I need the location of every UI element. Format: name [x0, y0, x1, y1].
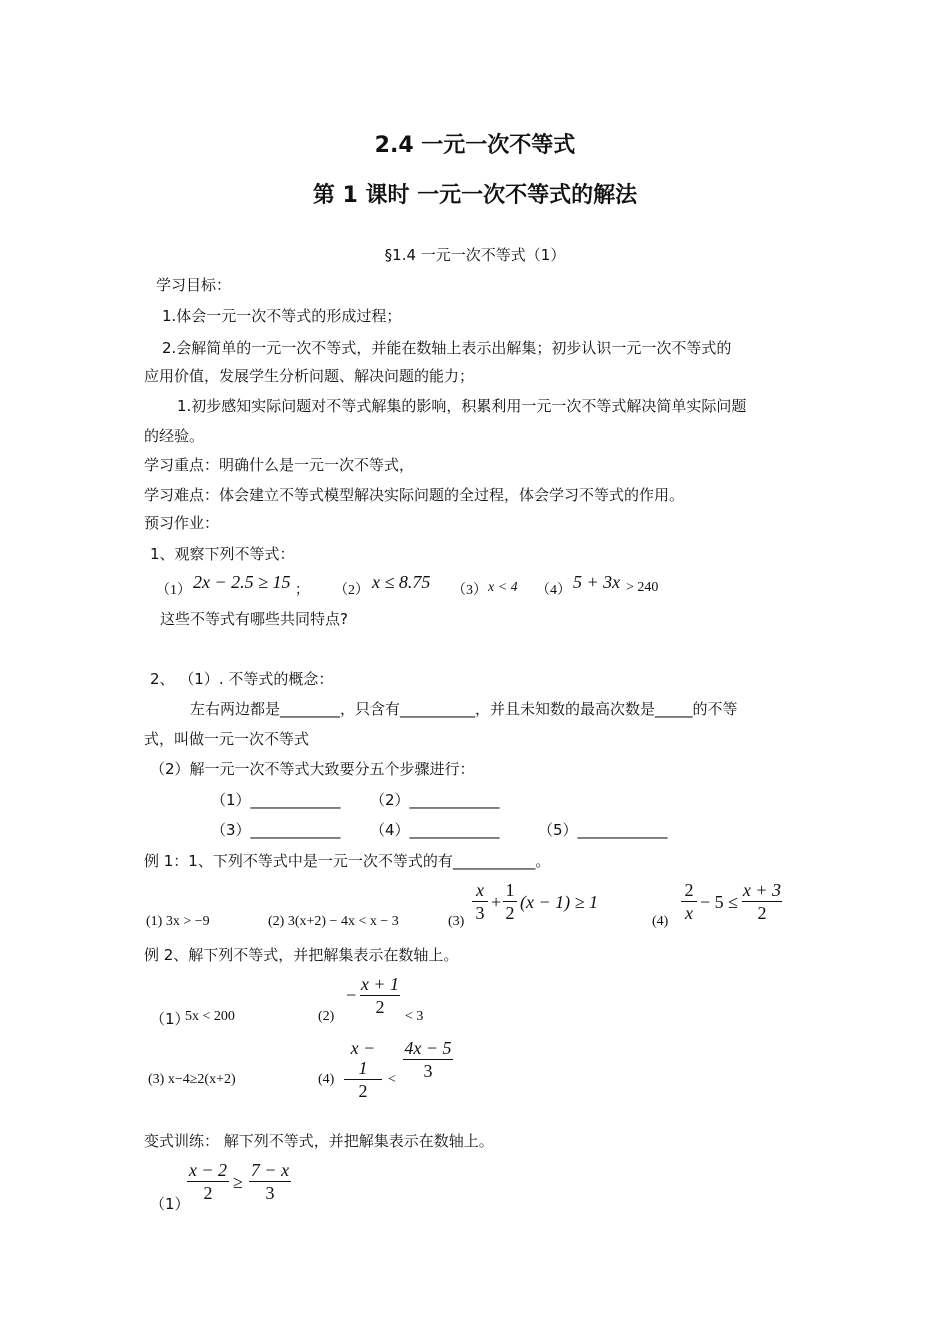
inequality-4: 5 + 3x	[573, 572, 621, 592]
steps-heading: （2）解一元一次不等式大致要分五个步骤进行：	[150, 760, 475, 778]
inequality-3-label: （3）	[452, 583, 487, 598]
page-subtitle: 第 1 课时 一元一次不等式的解法	[312, 183, 638, 208]
fraction-bar	[742, 901, 782, 902]
example-1-option-4-fraction-1	[681, 880, 697, 923]
concept-line-2: 式，叫做一元一次不等式	[144, 730, 310, 748]
example-2-problem-2-label: (2)	[318, 1009, 335, 1024]
fraction-bar	[187, 1181, 229, 1182]
fraction-numerator: x + 3	[742, 880, 782, 900]
objectives-label: 学习目标：	[156, 276, 232, 294]
objective-1: 1.体会一元一次不等式的形成过程；	[162, 307, 402, 325]
inequality-1-label: （1）	[156, 583, 191, 598]
example-2-problem-1: 5x < 200	[185, 1009, 235, 1024]
inequality-4-tail: > 240	[626, 580, 659, 595]
preview-question-1: 1、观察下列不等式：	[150, 545, 295, 563]
example-2-problem-1-label: （1）	[150, 1010, 190, 1028]
example-2-heading: 例 2、解下列不等式，并把解集表示在数轴上。	[144, 946, 459, 964]
variant-heading: 变式训练： 解下列不等式，并把解集表示在数轴上。	[144, 1132, 494, 1150]
objective-2-line2: 应用价值，发展学生分析问题、解决问题的能力；	[144, 367, 475, 385]
example-2-problem-3: (3) x−4≥2(x+2)	[148, 1072, 236, 1087]
variant-problem-1-fraction-1	[187, 1160, 229, 1203]
fraction-bar	[472, 901, 488, 902]
objective-3-line2: 的经验。	[144, 427, 205, 445]
fraction-bar	[249, 1181, 291, 1182]
objective-3-line1: 1.初步感知实际问题对不等式解集的影响，积累利用一元一次不等式解决简单实际问题	[177, 397, 747, 415]
difficulty: 学习难点：体会建立不等式模型解决实际问题的全过程，体会学习不等式的作用。	[144, 486, 685, 504]
section-heading: §1.4 一元一次不等式（1）	[384, 246, 566, 264]
example-2-problem-2-minus: −	[346, 985, 357, 1005]
fraction-bar	[344, 1079, 382, 1080]
fraction-numerator: 4x − 5	[404, 1038, 452, 1058]
fraction-denominator: 2	[757, 903, 767, 923]
example-1-option-3-tail: (x − 1) ≥ 1	[520, 892, 599, 912]
step-5: （5）____________	[538, 821, 668, 839]
fraction-denominator: 3	[265, 1183, 275, 1203]
fraction-denominator: 2	[375, 997, 385, 1017]
fraction-numerator: x − 1	[350, 1038, 376, 1078]
example-2-problem-2-fraction	[360, 974, 400, 1017]
inequality-4-label: （4）	[536, 583, 571, 598]
example-1-option-3-fraction-2	[503, 880, 517, 923]
fraction-bar	[503, 901, 517, 902]
step-4: （4）____________	[370, 821, 500, 839]
inequality-2-label: （2）	[334, 583, 369, 598]
example-2-problem-4-fraction-2	[403, 1038, 453, 1081]
fraction-denominator: 3	[423, 1061, 433, 1081]
preview-question-1-prompt: 这些不等式有哪些共同特点?	[160, 610, 348, 628]
example-2-problem-4-label: (4)	[318, 1072, 335, 1087]
example-1-option-3-fraction-1	[472, 880, 488, 923]
fraction-numerator: x	[476, 880, 484, 900]
fraction-denominator: x	[685, 903, 693, 923]
fraction-numerator: 7 − x	[250, 1160, 290, 1180]
variant-problem-1-label: （1）	[150, 1195, 190, 1213]
example-1-option-3-plus: +	[491, 892, 502, 912]
example-1-option-4-fraction-2	[742, 880, 782, 923]
example-2-problem-4-less-than: <	[388, 1072, 396, 1087]
fraction-bar	[681, 901, 697, 902]
fraction-numerator: x − 2	[188, 1160, 228, 1180]
example-1-option-2: (2) 3(x+2) − 4x < x − 3	[268, 914, 399, 929]
step-2: （2）____________	[370, 791, 500, 809]
fraction-numerator: x + 1	[360, 974, 400, 994]
fraction-denominator: 3	[475, 903, 485, 923]
preview-question-2: 2、 （1）. 不等式的概念：	[150, 670, 334, 688]
inequality-3: x < 4	[488, 580, 518, 595]
fraction-numerator: 1	[505, 880, 515, 900]
concept-line-1: 左右两边都是________，只含有__________，并且未知数的最高次数是_____的不等	[190, 700, 738, 718]
fraction-bar	[403, 1059, 453, 1060]
step-3: （3）____________	[211, 821, 341, 839]
variant-problem-1-greater-equal: ≥	[233, 1172, 243, 1192]
objective-2-line1: 2.会解简单的一元一次不等式，并能在数轴上表示出解集；初步认识一元一次不等式的	[162, 339, 732, 357]
example-1-option-4-middle: − 5 ≤	[700, 892, 739, 912]
example-2-problem-4-fraction-1	[344, 1038, 382, 1101]
preview-label: 预习作业：	[144, 514, 220, 532]
inequality-1: 2x − 2.5 ≥ 15	[193, 572, 291, 592]
fraction-denominator: 2	[358, 1081, 368, 1101]
variant-problem-1-fraction-2	[249, 1160, 291, 1203]
example-2-problem-2-tail: < 3	[405, 1009, 424, 1024]
fraction-bar	[360, 995, 400, 996]
page-title: 2.4 一元一次不等式	[374, 133, 576, 158]
example-1-heading: 例 1：1、下列不等式中是一元一次不等式的有___________。	[144, 852, 551, 870]
step-1: （1）____________	[211, 791, 341, 809]
inequality-1-tail: ；	[295, 583, 309, 598]
example-1-option-3-label: (3)	[448, 914, 465, 929]
fraction-denominator: 2	[203, 1183, 213, 1203]
fraction-denominator: 2	[505, 903, 515, 923]
example-1-option-1: (1) 3x > −9	[146, 914, 210, 929]
example-1-option-4-label: (4)	[652, 914, 669, 929]
inequality-2: x ≤ 8.75	[372, 572, 431, 592]
fraction-numerator: 2	[684, 880, 694, 900]
key-point: 学习重点：明确什么是一元一次不等式，	[144, 456, 415, 474]
